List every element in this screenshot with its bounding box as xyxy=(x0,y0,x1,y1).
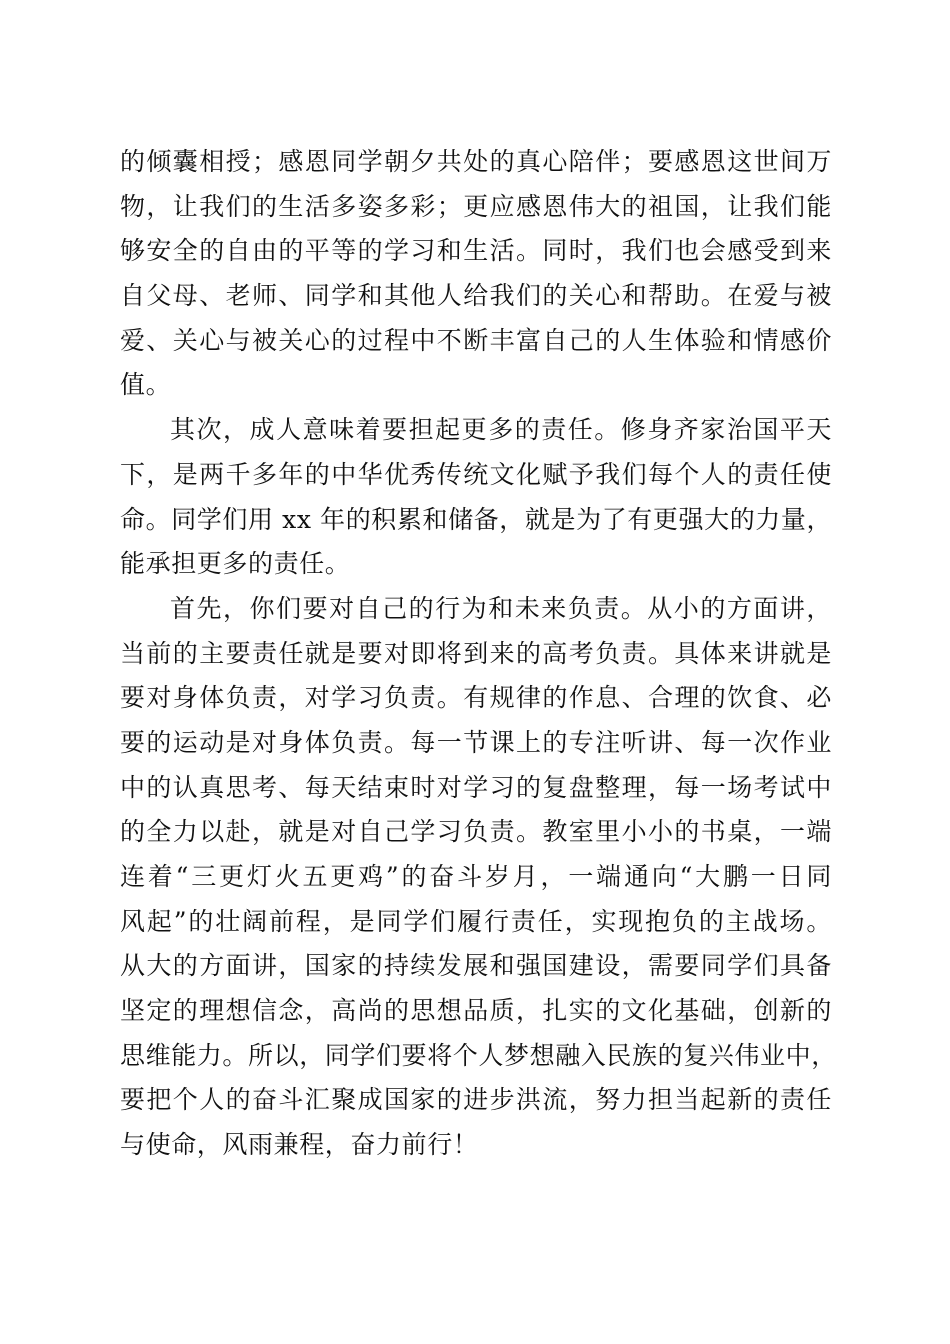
text-line: 自父母、老师、同学和其他人给我们的关心和帮助。在爱与被 xyxy=(120,281,832,311)
text-line: 够安全的自由的平等的学习和生活。同时，我们也会感受到来 xyxy=(120,236,832,266)
text-line: 连着“三更灯火五更鸡”的奋斗岁月，一端通向“大鹏一日同 xyxy=(120,862,832,891)
paragraph-first-line: 首先，你们要对自己的行为和未来负责。从小的方面讲， xyxy=(170,593,832,623)
text-line: 思维能力。所以，同学们要将个人梦想融入民族的复兴伟业中， xyxy=(120,1040,837,1070)
text-line: 与使命，风雨兼程，奋力前行！ xyxy=(120,1130,479,1160)
text-line: 命。同学们用 xx 年的积累和储备，就是为了有更强大的力量， xyxy=(120,504,833,534)
text-line: 的倾囊相授；感恩同学朝夕共处的真心陪伴；要感恩这世间万 xyxy=(120,147,832,176)
text-line: 下，是两千多年的中华优秀传统文化赋予我们每个人的责任使 xyxy=(120,459,832,489)
text-line: 爱、关心与被关心的过程中不断丰富自己的人生体验和情感价 xyxy=(120,325,832,355)
text-line: 从大的方面讲，国家的持续发展和强国建设，需要同学们具备 xyxy=(120,951,832,981)
text-line: 当前的主要责任就是要对即将到来的高考负责。具体来讲就是 xyxy=(120,638,832,668)
text-line: 要的运动是对身体负责。每一节课上的专注听讲、每一次作业 xyxy=(120,727,832,757)
text-line: 中的认真思考、每天结束时对学习的复盘整理，每一场考试中 xyxy=(120,772,832,802)
text-line: 要对身体负责，对学习负责。有规律的作息、合理的饮食、必 xyxy=(120,683,832,713)
text-line: 物，让我们的生活多姿多彩；更应感恩伟大的祖国，让我们能 xyxy=(120,191,832,221)
document-body xyxy=(120,140,837,1168)
text-line: 的全力以赴，就是对自己学习负责。教室里小小的书桌，一端 xyxy=(120,817,832,847)
text-line: 要把个人的奋斗汇聚成国家的进步洪流，努力担当起新的责任 xyxy=(120,1085,832,1115)
text-line: 坚定的理想信念，高尚的思想品质，扎实的文化基础，创新的 xyxy=(120,996,832,1026)
text-line: 风起”的壮阔前程，是同学们履行责任，实现抱负的主战场。 xyxy=(120,906,832,936)
text-line: 能承担更多的责任。 xyxy=(120,549,351,579)
text-line: 值。 xyxy=(120,370,172,400)
paragraph-first-line: 其次，成人意味着要担起更多的责任。修身齐家治国平天 xyxy=(170,415,832,445)
